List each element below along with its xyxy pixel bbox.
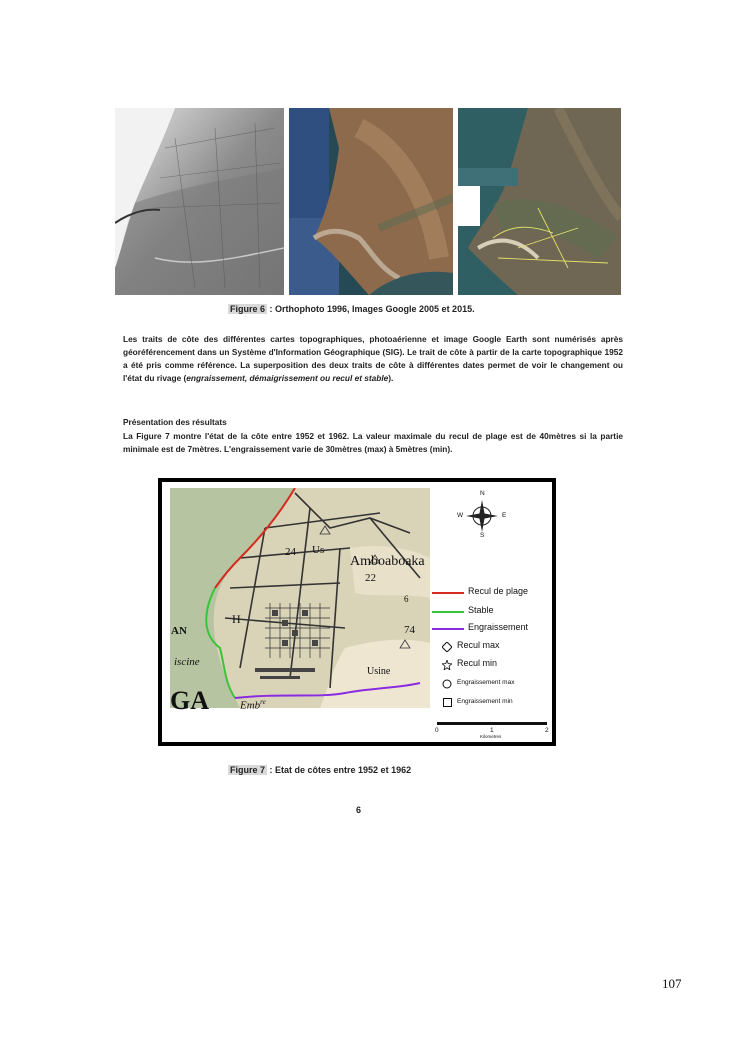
legend-stable: Stable: [468, 605, 494, 615]
method-paragraph-text: Les traits de côte des différentes cartes topographiques, photoaérienne et image Google Earth sont numérisés après géoréférencement dans un Système d'Information Géographique (SIG). Le trait de côte à partir de la carte topographique 1952 a été pris comme référence. La superposition des deux traits de côte à différentes dates permet de voir le changement ou l'état du rivage (: [123, 334, 623, 383]
legend-recul-max: Recul max: [457, 640, 500, 650]
compass-e: E: [502, 512, 507, 519]
orthophoto-1996: [115, 108, 284, 295]
label-74: 74: [404, 624, 415, 636]
inner-page-number: 6: [356, 805, 362, 815]
topographic-map: [170, 488, 430, 708]
coastline-map: [158, 478, 556, 746]
compass-s: S: [480, 532, 485, 539]
compass-n: N: [480, 490, 485, 497]
figure7-caption: [228, 765, 411, 775]
circle-icon: [442, 679, 452, 689]
label-h: H: [232, 612, 241, 626]
label-ga: GA: [170, 686, 209, 715]
scale-bar: [437, 722, 547, 725]
figure6-caption-text: : Orthophoto 1996, Images Google 2005 et 2015.: [267, 304, 475, 314]
method-paragraph-end: ).: [388, 373, 394, 383]
legend-swatch-recul: [432, 592, 464, 594]
method-paragraph: [123, 333, 623, 385]
label-piscine: iscine: [174, 656, 200, 668]
figure6-caption: [228, 304, 475, 314]
figure7-label: Figure 7: [230, 765, 266, 775]
scale-tick-0: 0: [435, 727, 439, 734]
legend-recul: Recul de plage: [468, 586, 529, 596]
method-paragraph-italic: engraissement, démaigrissement ou recul et stable: [186, 373, 389, 383]
legend-recul-min: Recul min: [457, 658, 498, 668]
legend-swatch-engraissement: [432, 628, 464, 630]
compass-rose-icon: [464, 498, 500, 534]
google-image-2005: [289, 108, 453, 295]
legend-swatch-stable: [432, 611, 464, 613]
figure7-caption-text: : Etat de côtes entre 1952 et 1962: [267, 765, 412, 775]
results-heading: Présentation des résultats: [123, 417, 227, 427]
square-icon: [443, 698, 452, 707]
label-usine: Usine: [367, 666, 391, 677]
results-paragraph: La Figure 7 montre l'état de la côte entre 1952 et 1962. La valeur maximale du recul de plage est de 40mètres si la partie minimale est de 7mètres. L'engraissement varie de 30mètres (max) à 5mètres (min).: [123, 431, 623, 454]
label-24: 24: [285, 546, 296, 558]
diamond-icon: [442, 642, 452, 652]
label-22: 22: [365, 572, 376, 584]
label-embre: [240, 698, 266, 712]
scale-tick-1: 1: [490, 727, 494, 734]
label-amboaboaka: Amboaboaka: [350, 554, 425, 569]
label-embre-sup: re: [260, 698, 266, 706]
google-image-2015: [458, 108, 621, 295]
scale-tick-2: 2: [545, 727, 549, 734]
label-us: Us: [312, 544, 325, 556]
star-icon: [442, 660, 452, 670]
legend-engraissement: Engraissement: [468, 622, 529, 632]
legend-engr-min: Engraissement min: [457, 698, 513, 705]
label-6: 6: [404, 594, 409, 604]
compass-w: W: [457, 512, 464, 519]
scale-unit: Kilometres: [480, 734, 502, 739]
label-embre-main: Emb: [240, 699, 261, 712]
label-an: AN: [171, 625, 187, 637]
legend-engr-max: Engraissement max: [457, 679, 515, 686]
figure6-label: Figure 6: [230, 304, 266, 314]
folio-page-number: 107: [662, 976, 682, 991]
